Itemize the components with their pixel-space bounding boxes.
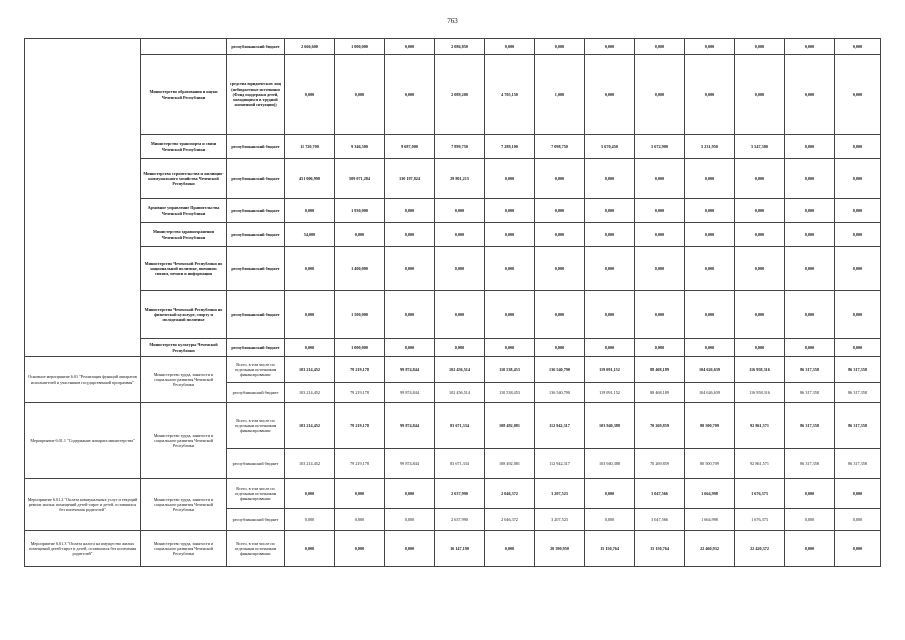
funding-source-cell: республиканский бюджет bbox=[227, 339, 285, 357]
value-cell: 0,000 bbox=[735, 339, 785, 357]
value-cell: 0,000 bbox=[435, 247, 485, 291]
value-cell: 15 150,764 bbox=[635, 531, 685, 567]
value-cell: 0,000 bbox=[685, 223, 735, 247]
funding-source-cell: Всего, в том числе по отдельным источникам финансирования: bbox=[227, 479, 285, 509]
value-cell: 136 540,790 bbox=[535, 357, 585, 383]
value-cell: 22 460,932 bbox=[685, 531, 735, 567]
value-cell: 108 492,081 bbox=[485, 403, 535, 449]
value-cell: 0,000 bbox=[835, 135, 881, 159]
value-cell: 11 720,700 bbox=[285, 135, 335, 159]
value-cell: 0,000 bbox=[485, 39, 535, 55]
ministry-cell: Министерство Чеченской Республики по физической культуре, спорту и молодежной политике bbox=[141, 291, 227, 339]
value-cell: 0,000 bbox=[385, 199, 435, 223]
value-cell: 1 400,000 bbox=[335, 247, 385, 291]
value-cell: 0,000 bbox=[785, 55, 835, 135]
value-cell: 0,000 bbox=[835, 55, 881, 135]
value-cell: 0,000 bbox=[585, 55, 635, 135]
value-cell: 0,000 bbox=[485, 291, 535, 339]
value-cell: 86 317,358 bbox=[785, 357, 835, 383]
ministry-cell: Министерство здравоохранения Чеченской Республики bbox=[141, 223, 227, 247]
value-cell: 0,000 bbox=[535, 199, 585, 223]
value-cell: 83 671,334 bbox=[435, 403, 485, 449]
value-cell: 99 874,844 bbox=[385, 449, 435, 479]
value-cell: 0,000 bbox=[285, 479, 335, 509]
funding-source-cell: республиканский бюджет bbox=[227, 199, 285, 223]
value-cell: 136 540,790 bbox=[535, 383, 585, 403]
value-cell: 0,000 bbox=[635, 223, 685, 247]
table-row bbox=[25, 135, 881, 159]
value-cell: 0,000 bbox=[535, 39, 585, 55]
value-cell: 86 317,358 bbox=[835, 383, 881, 403]
value-cell: 0,000 bbox=[485, 247, 535, 291]
value-cell: 15 150,764 bbox=[585, 531, 635, 567]
value-cell: 0,000 bbox=[385, 291, 435, 339]
value-cell: 70 269,859 bbox=[635, 449, 685, 479]
value-cell: 0,000 bbox=[685, 39, 735, 55]
value-cell: 0,000 bbox=[335, 55, 385, 135]
value-cell: 7 098,750 bbox=[535, 135, 585, 159]
ministry-cell: Министерство труда, занятости и социального развития Чеченской Республики bbox=[141, 357, 227, 403]
value-cell: 0,000 bbox=[285, 291, 335, 339]
value-cell: 2 046,372 bbox=[485, 479, 535, 509]
value-cell: 3 047,566 bbox=[635, 479, 685, 509]
value-cell: 7 289,100 bbox=[485, 135, 535, 159]
value-cell: 70 269,859 bbox=[635, 403, 685, 449]
ministry-cell: Министерство труда, занятости и социального развития Чеченской Республики bbox=[141, 531, 227, 567]
value-cell: 0,000 bbox=[785, 247, 835, 291]
value-cell: 0,000 bbox=[535, 339, 585, 357]
value-cell: 0,000 bbox=[485, 339, 535, 357]
value-cell: 86 317,358 bbox=[785, 383, 835, 403]
value-cell: 330 197,824 bbox=[385, 159, 435, 199]
value-cell: 0,000 bbox=[635, 55, 685, 135]
funding-source-cell: Всего, в том числе по отдельным источникам финансирования: bbox=[227, 403, 285, 449]
table-row bbox=[25, 247, 881, 291]
value-cell: 0,000 bbox=[785, 509, 835, 531]
value-cell: 1 664,998 bbox=[685, 509, 735, 531]
value-cell: 79 219,178 bbox=[335, 383, 385, 403]
value-cell: 0,000 bbox=[585, 199, 635, 223]
value-cell: 7 899,750 bbox=[435, 135, 485, 159]
value-cell: 3 207,523 bbox=[535, 509, 585, 531]
value-cell: 2 637,990 bbox=[435, 509, 485, 531]
table-row bbox=[25, 403, 881, 449]
value-cell: 0,000 bbox=[385, 223, 435, 247]
value-cell: 0,000 bbox=[485, 531, 535, 567]
value-cell: 0,000 bbox=[585, 509, 635, 531]
event-title-cell: Мероприятие 6.01.2 "Оплата коммунальных услуг и текущий ремонт жилых помещений детей-сирот и детей, оставшихся без попечения родителей" bbox=[25, 479, 141, 531]
ministry-cell: Министерство транспорта и связи Чеченской Республики bbox=[141, 135, 227, 159]
value-cell: 80 500,709 bbox=[685, 449, 735, 479]
value-cell: 108 492,081 bbox=[485, 449, 535, 479]
page-number: 763 bbox=[447, 17, 458, 25]
value-cell: 5 672,900 bbox=[635, 135, 685, 159]
value-cell: 29 801,215 bbox=[435, 159, 485, 199]
value-cell: 104 626,639 bbox=[685, 357, 735, 383]
value-cell: 2 666,600 bbox=[285, 39, 335, 55]
value-cell: 92 861,571 bbox=[735, 403, 785, 449]
value-cell: 0,000 bbox=[635, 339, 685, 357]
budget-table bbox=[24, 38, 881, 567]
value-cell: 103 214,452 bbox=[285, 403, 335, 449]
value-cell: 22 420,372 bbox=[735, 531, 785, 567]
value-cell: 0,000 bbox=[835, 39, 881, 55]
value-cell: 0,000 bbox=[385, 479, 435, 509]
value-cell: 54,000 bbox=[285, 223, 335, 247]
value-cell: 80 500,709 bbox=[685, 403, 735, 449]
ministry-cell: Министерство строительства и жилищно-коммунального хозяйства Чеченской Республики bbox=[141, 159, 227, 199]
value-cell: 0,000 bbox=[485, 223, 535, 247]
value-cell: 86 317,358 bbox=[835, 403, 881, 449]
table-row bbox=[25, 223, 881, 247]
value-cell: 79 219,178 bbox=[335, 403, 385, 449]
table-row bbox=[25, 479, 881, 509]
value-cell: 0,000 bbox=[835, 159, 881, 199]
value-cell: 110 538,453 bbox=[485, 383, 535, 403]
value-cell: 0,000 bbox=[785, 531, 835, 567]
value-cell: 99 874,844 bbox=[385, 403, 435, 449]
value-cell: 103 214,452 bbox=[285, 449, 335, 479]
value-cell: 2 086,850 bbox=[435, 39, 485, 55]
event-title-cell: Мероприятие 6.01.3 "Оплата налога на имущество жилых помещений детей-сирот и детей, оставшихся без попечения родителей" bbox=[25, 531, 141, 567]
value-cell: 112 942,317 bbox=[535, 403, 585, 449]
value-cell: 0,000 bbox=[835, 291, 881, 339]
value-cell: 86 317,358 bbox=[835, 449, 881, 479]
funding-source-cell: республиканский бюджет bbox=[227, 39, 285, 55]
value-cell: 104 626,639 bbox=[685, 383, 735, 403]
value-cell: 0,000 bbox=[785, 199, 835, 223]
value-cell: 0,000 bbox=[835, 531, 881, 567]
value-cell: 5 547,300 bbox=[735, 135, 785, 159]
table-row bbox=[25, 291, 881, 339]
value-cell: 0,000 bbox=[785, 223, 835, 247]
value-cell: 86 317,358 bbox=[835, 357, 881, 383]
value-cell: 102 456,514 bbox=[435, 383, 485, 403]
value-cell: 1 676,373 bbox=[735, 509, 785, 531]
value-cell: 0,000 bbox=[385, 339, 435, 357]
value-cell: 102 456,514 bbox=[435, 357, 485, 383]
value-cell: 0,000 bbox=[835, 199, 881, 223]
value-cell: 451 006,998 bbox=[285, 159, 335, 199]
value-cell: 0,000 bbox=[835, 247, 881, 291]
value-cell: 0,000 bbox=[435, 339, 485, 357]
funding-source-cell: республиканский бюджет bbox=[227, 291, 285, 339]
value-cell: 0,000 bbox=[485, 159, 535, 199]
value-cell: 1 664,998 bbox=[685, 479, 735, 509]
table-row bbox=[25, 39, 881, 55]
value-cell: 2 046,372 bbox=[485, 509, 535, 531]
value-cell: 0,000 bbox=[785, 159, 835, 199]
ministry-cell: Министерство труда, занятости и социального развития Чеченской Республики bbox=[141, 403, 227, 479]
value-cell: 0,000 bbox=[385, 247, 435, 291]
value-cell: 86 317,358 bbox=[785, 449, 835, 479]
value-cell: 0,000 bbox=[635, 39, 685, 55]
value-cell: 0,000 bbox=[335, 509, 385, 531]
value-cell: 3 047,566 bbox=[635, 509, 685, 531]
value-cell: 0,000 bbox=[685, 247, 735, 291]
value-cell: 88 468,189 bbox=[635, 357, 685, 383]
value-cell: 0,000 bbox=[285, 55, 335, 135]
value-cell: 2 637,990 bbox=[435, 479, 485, 509]
value-cell: 103 940,388 bbox=[585, 403, 635, 449]
value-cell: 103 214,452 bbox=[285, 357, 335, 383]
table-row bbox=[25, 199, 881, 223]
value-cell: 0,000 bbox=[785, 39, 835, 55]
value-cell: 0,000 bbox=[785, 339, 835, 357]
value-cell: 116 958,316 bbox=[735, 357, 785, 383]
ministry-cell bbox=[141, 39, 227, 55]
value-cell: 0,000 bbox=[635, 247, 685, 291]
funding-source-cell: республиканский бюджет bbox=[227, 135, 285, 159]
value-cell: 0,000 bbox=[585, 223, 635, 247]
value-cell: 0,000 bbox=[385, 55, 435, 135]
value-cell: 0,000 bbox=[285, 509, 335, 531]
funding-source-cell: Всего, в том числе по отдельным источникам финансирования: bbox=[227, 357, 285, 383]
value-cell: 0,000 bbox=[335, 223, 385, 247]
value-cell: 0,000 bbox=[535, 159, 585, 199]
value-cell: 0,000 bbox=[685, 159, 735, 199]
value-cell: 83 671,334 bbox=[435, 449, 485, 479]
value-cell: 0,000 bbox=[635, 159, 685, 199]
ministry-cell: Министерство образования и науки Чеченской Республики bbox=[141, 55, 227, 135]
value-cell: 0,000 bbox=[385, 531, 435, 567]
value-cell: 0,000 bbox=[285, 531, 335, 567]
value-cell: 0,000 bbox=[285, 199, 335, 223]
value-cell: 0,000 bbox=[685, 199, 735, 223]
value-cell: 0,000 bbox=[485, 199, 535, 223]
value-cell: 0,000 bbox=[735, 39, 785, 55]
value-cell: 0,000 bbox=[735, 199, 785, 223]
value-cell: 1 000,000 bbox=[335, 39, 385, 55]
table-row bbox=[25, 159, 881, 199]
funding-source-cell: республиканский бюджет bbox=[227, 449, 285, 479]
funding-source-cell: республиканский бюджет bbox=[227, 247, 285, 291]
value-cell: 92 861,571 bbox=[735, 449, 785, 479]
value-cell: 0,000 bbox=[835, 223, 881, 247]
value-cell: 0,000 bbox=[335, 531, 385, 567]
value-cell: 9 346,500 bbox=[335, 135, 385, 159]
value-cell: 0,000 bbox=[585, 339, 635, 357]
table-row bbox=[25, 357, 881, 383]
value-cell: 0,000 bbox=[785, 479, 835, 509]
value-cell: 0,000 bbox=[735, 247, 785, 291]
value-cell: 0,000 bbox=[735, 223, 785, 247]
funding-source-cell: республиканский бюджет bbox=[227, 383, 285, 403]
funding-source-cell: Всего, в том числе по отдельным источникам финансирования: bbox=[227, 531, 285, 567]
value-cell: 119 091,152 bbox=[585, 357, 635, 383]
event-title-cell: Основное мероприятие 6.01 "Реализация функций аппаратов исполнителей и участников государственной программы" bbox=[25, 357, 141, 403]
value-cell: 1,000 bbox=[535, 55, 585, 135]
value-cell: 0,000 bbox=[735, 291, 785, 339]
value-cell: 0,000 bbox=[435, 223, 485, 247]
funding-source-cell: средства юридических лиц (небюджетные источники (Фонд поддержки детей, находящихся в трудной жизненной ситуации)) bbox=[227, 55, 285, 135]
value-cell: 0,000 bbox=[535, 247, 585, 291]
value-cell: 79 219,178 bbox=[335, 357, 385, 383]
value-cell: 16 147,190 bbox=[435, 531, 485, 567]
value-cell: 0,000 bbox=[835, 479, 881, 509]
value-cell: 0,000 bbox=[785, 135, 835, 159]
value-cell: 0,000 bbox=[585, 247, 635, 291]
value-cell: 0,000 bbox=[685, 339, 735, 357]
value-cell: 88 468,189 bbox=[635, 383, 685, 403]
value-cell: 0,000 bbox=[285, 339, 335, 357]
value-cell: 20 390,950 bbox=[535, 531, 585, 567]
value-cell: 0,000 bbox=[685, 291, 735, 339]
value-cell: 1 676,373 bbox=[735, 479, 785, 509]
value-cell: 0,000 bbox=[685, 55, 735, 135]
funding-source-cell: республиканский бюджет bbox=[227, 223, 285, 247]
value-cell: 79 219,178 bbox=[335, 449, 385, 479]
value-cell: 0,000 bbox=[335, 479, 385, 509]
value-cell: 0,000 bbox=[535, 223, 585, 247]
value-cell: 0,000 bbox=[635, 291, 685, 339]
value-cell: 4 705,150 bbox=[485, 55, 535, 135]
value-cell: 5 231,950 bbox=[685, 135, 735, 159]
ministry-cell: Министерство Чеченской Республики по национальной политике, внешним связям, печати и информации bbox=[141, 247, 227, 291]
event-title-cell: Мероприятие 6.01.1 "Содержание аппарата министерства" bbox=[25, 403, 141, 479]
value-cell: 0,000 bbox=[835, 509, 881, 531]
value-cell: 0,000 bbox=[585, 291, 635, 339]
funding-source-cell: республиканский бюджет bbox=[227, 509, 285, 531]
value-cell: 0,000 bbox=[785, 291, 835, 339]
value-cell: 9 687,000 bbox=[385, 135, 435, 159]
event-cell-blank bbox=[25, 39, 141, 357]
value-cell: 5 670,450 bbox=[585, 135, 635, 159]
value-cell: 0,000 bbox=[585, 479, 635, 509]
value-cell: 112 942,317 bbox=[535, 449, 585, 479]
value-cell: 0,000 bbox=[585, 159, 635, 199]
value-cell: 2 089,200 bbox=[435, 55, 485, 135]
value-cell: 3 207,523 bbox=[535, 479, 585, 509]
value-cell: 99 874,844 bbox=[385, 357, 435, 383]
value-cell: 1 000,000 bbox=[335, 339, 385, 357]
value-cell: 0,000 bbox=[585, 39, 635, 55]
ministry-cell: Архивное управление Правительства Чеченской Республики bbox=[141, 199, 227, 223]
value-cell: 509 071,284 bbox=[335, 159, 385, 199]
value-cell: 0,000 bbox=[735, 159, 785, 199]
value-cell: 1 500,000 bbox=[335, 291, 385, 339]
table-row bbox=[25, 531, 881, 567]
funding-source-cell: республиканский бюджет bbox=[227, 159, 285, 199]
value-cell: 0,000 bbox=[435, 291, 485, 339]
value-cell: 86 317,358 bbox=[785, 403, 835, 449]
table-row bbox=[25, 339, 881, 357]
value-cell: 116 958,316 bbox=[735, 383, 785, 403]
value-cell: 0,000 bbox=[385, 39, 435, 55]
value-cell: 103 214,452 bbox=[285, 383, 335, 403]
value-cell: 0,000 bbox=[435, 199, 485, 223]
ministry-cell: Министерство культуры Чеченской Республики bbox=[141, 339, 227, 357]
value-cell: 99 874,844 bbox=[385, 383, 435, 403]
value-cell: 0,000 bbox=[535, 291, 585, 339]
value-cell: 0,000 bbox=[735, 55, 785, 135]
value-cell: 119 091,152 bbox=[585, 383, 635, 403]
ministry-cell: Министерство труда, занятости и социального развития Чеченской Республики bbox=[141, 479, 227, 531]
value-cell: 103 940,388 bbox=[585, 449, 635, 479]
value-cell: 0,000 bbox=[835, 339, 881, 357]
value-cell: 1 930,000 bbox=[335, 199, 385, 223]
table-row bbox=[25, 55, 881, 135]
value-cell: 0,000 bbox=[385, 509, 435, 531]
value-cell: 0,000 bbox=[635, 199, 685, 223]
value-cell: 0,000 bbox=[285, 247, 335, 291]
value-cell: 110 538,453 bbox=[485, 357, 535, 383]
